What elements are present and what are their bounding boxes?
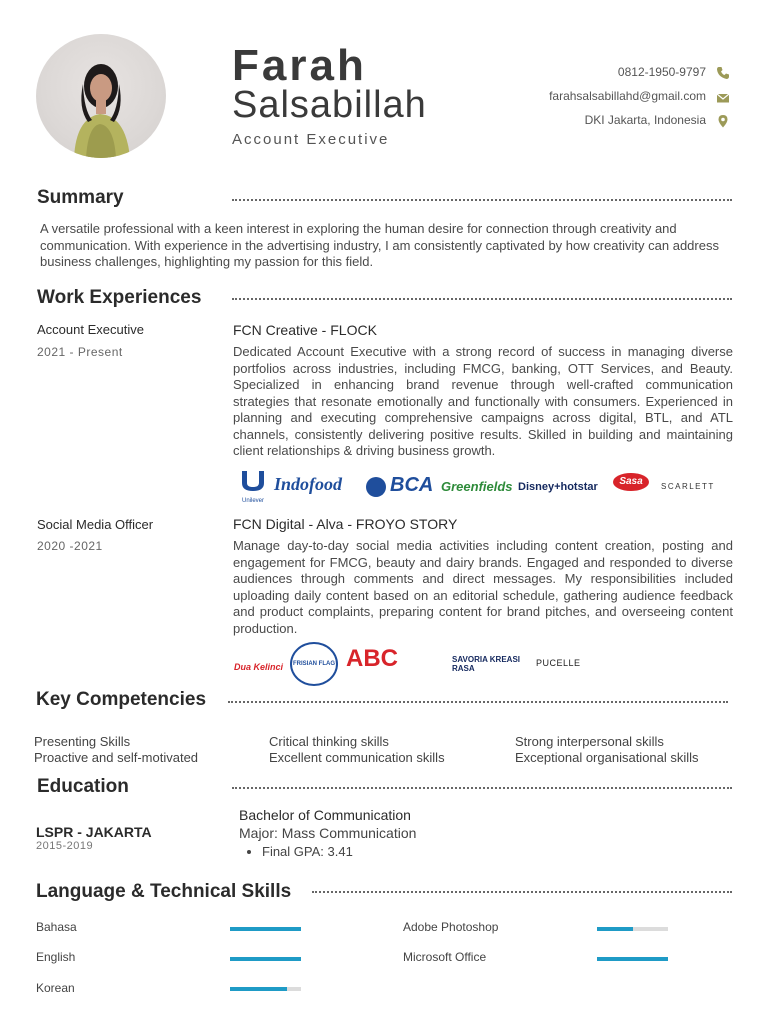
section-divider <box>232 787 732 789</box>
greenfields-logo: Greenfields <box>441 479 513 494</box>
competency-item: Proactive and self-motivated <box>34 750 199 765</box>
skill-name: Bahasa <box>36 920 77 934</box>
logo-text: Unilever <box>241 498 264 504</box>
competency-item: Critical thinking skills <box>269 734 389 749</box>
gpa-text: Final GPA: 3.41 <box>262 844 353 859</box>
section-divider <box>232 199 732 201</box>
profile-photo <box>36 34 166 158</box>
job-description: Dedicated Account Executive with a strong record of success in managing diverse portfolios across industries, including FMCG, banking, OTT Services, and Beauty. Specialized in enhancing brand revenue through well-crafted communication strategies that resonate emotionally and functionally with consumers. Experienced in planning and executing comprehensive campaigns across digital, BTL, and ATL channels, consistently delivering positive results. Skilled in building and maintaining client relationships & driving business growth. <box>233 344 733 458</box>
skill-level-bar <box>597 927 668 931</box>
school-name: LSPR - JAKARTA <box>36 824 152 840</box>
unilever-u-icon <box>238 470 268 492</box>
section-divider <box>232 298 732 300</box>
skill-level-fill <box>230 957 301 961</box>
bullet-icon <box>247 850 251 854</box>
last-name: Salsabillah <box>232 84 427 126</box>
job-role: Social Media Officer <box>37 517 154 532</box>
dua-kelinci-logo: Dua Kelinci <box>234 662 284 672</box>
degree-title: Bachelor of Communication <box>239 807 411 823</box>
email-address: farahsalsabillahd@gmail.com <box>549 89 706 103</box>
skill-level-bar <box>230 957 301 961</box>
sasa-logo: Sasa <box>613 473 649 491</box>
competency-item: Strong interpersonal skills <box>515 734 664 749</box>
disney-hotstar-logo: Disney+hotstar <box>518 481 598 493</box>
location-text: DKI Jakarta, Indonesia <box>584 113 706 127</box>
education-period: 2015-2019 <box>36 840 94 852</box>
key-competencies-heading: Key Competencies <box>36 689 207 710</box>
job-period: 2021 - Present <box>37 345 123 359</box>
skill-name: Adobe Photoshop <box>403 920 499 934</box>
location-pin-icon <box>716 114 730 128</box>
first-name: Farah <box>232 41 367 90</box>
work-experiences-heading: Work Experiences <box>37 287 202 308</box>
unilever-logo <box>236 470 270 502</box>
skill-level-fill <box>230 987 287 991</box>
mail-icon <box>716 91 730 105</box>
skill-name: English <box>36 950 76 964</box>
pucelle-logo: PUCELLE <box>536 658 581 668</box>
company-name: FCN Creative - FLOCK <box>233 322 377 338</box>
bca-emblem-icon <box>366 477 386 497</box>
summary-text: A versatile professional with a keen interest in exploring the human desire for connection through creativity and communication. With experience in the advertising industry, I am consistently captivated by how creativity can address business challenges, highlighting my passion for this field. <box>40 221 719 269</box>
abc-logo: ABC <box>346 645 398 672</box>
job-period: 2020 -2021 <box>37 539 103 553</box>
person-portrait <box>36 34 166 158</box>
frisian-flag-logo: FRISIAN FLAG <box>290 642 338 686</box>
education-heading: Education <box>37 776 129 797</box>
skill-level-fill <box>230 927 301 931</box>
scarlett-logo: SCARLETT <box>661 482 715 491</box>
skill-level-bar <box>230 987 301 991</box>
competency-item: Excellent communication skills <box>269 750 445 765</box>
skill-level-fill <box>597 957 668 961</box>
language-technical-skills-heading: Language & Technical Skills <box>36 881 292 902</box>
skill-level-bar <box>230 927 301 931</box>
job-role-title: Account Executive <box>232 131 390 148</box>
section-divider <box>228 701 728 703</box>
job-role: Account Executive <box>37 322 144 337</box>
company-name: FCN Digital - Alva - FROYO STORY <box>233 516 458 532</box>
summary-heading: Summary <box>37 187 124 208</box>
skill-level-bar <box>597 957 668 961</box>
section-divider <box>312 891 732 893</box>
competency-item: Presenting Skills <box>34 734 131 749</box>
skill-name: Microsoft Office <box>403 950 487 964</box>
phone-icon <box>716 66 730 80</box>
bca-logo: BCA <box>390 474 434 496</box>
indofood-logo: Indofood <box>274 474 343 494</box>
major-text: Major: Mass Communication <box>239 825 417 841</box>
phone-number: 0812-1950-9797 <box>617 65 706 79</box>
skill-level-fill <box>597 927 633 931</box>
job-description: Manage day-to-day social media activities including content creation, posting and engagement for FMCG, beauty and dairy brands. Engaged and responded to diverse audiences through comments and direct messages. My responsibilities included uploading daily content based on an editorial schedule, gathering audience feedback and product complaints, preparing content for brand pitches, and overseeing content production. <box>233 538 733 636</box>
savoria-logo: SAVORIA KREASI RASA <box>452 655 521 673</box>
competency-item: Exceptional organisational skills <box>515 750 699 765</box>
skill-name: Korean <box>36 981 75 995</box>
